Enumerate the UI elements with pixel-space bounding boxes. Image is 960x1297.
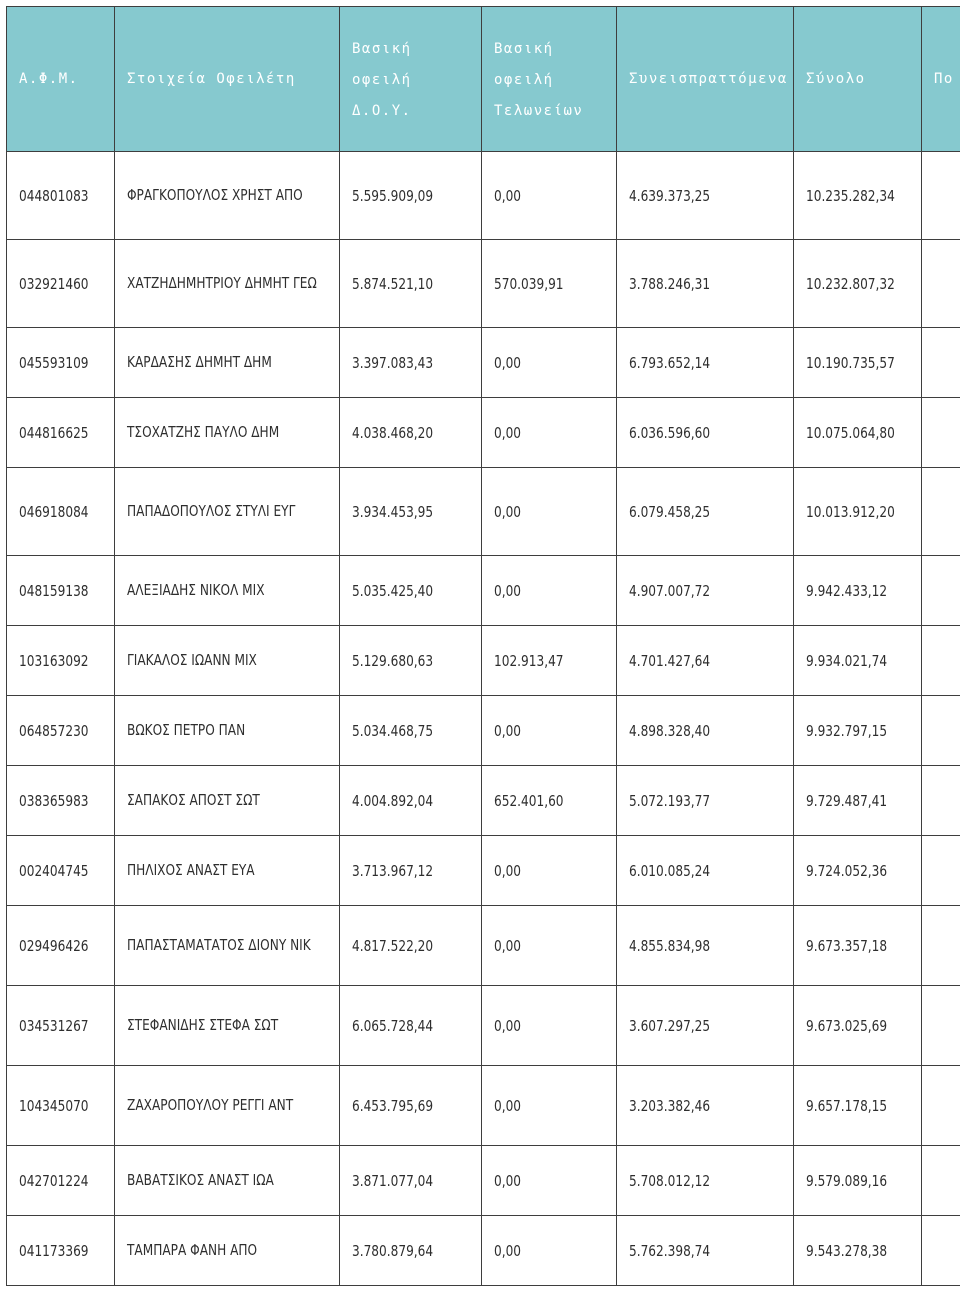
customs-debt-cell: 0,00 [482, 152, 617, 240]
afm-cell: 104345070 [7, 1066, 115, 1146]
customs-debt-cell: 102.913,47 [482, 626, 617, 696]
table-row [7, 766, 960, 836]
collected-cell: 5.762.398,74 [617, 1216, 794, 1286]
total-cell: 9.942.433,12 [794, 556, 922, 626]
debtor-name-cell: ΑΛΕΞΙΑΔΗΣ ΝΙΚΟΛ ΜΙΧ [115, 556, 340, 626]
total-cell: 9.543.278,38 [794, 1216, 922, 1286]
collected-cell: 4.701.427,64 [617, 626, 794, 696]
table-row [7, 1146, 960, 1216]
customs-debt-cell: 0,00 [482, 1146, 617, 1216]
cut-off-cell [922, 328, 960, 398]
collected-cell: 5.708.012,12 [617, 1146, 794, 1216]
table-row [7, 556, 960, 626]
debtor-name-cell: ΠΑΠΑΣΤΑΜΑΤΑΤΟΣ ΔΙΟΝΥ ΝΙΚ [115, 906, 340, 986]
table-row [7, 1066, 960, 1146]
total-cell: 9.579.089,16 [794, 1146, 922, 1216]
debtor-name-cell: ΤΣΟΧΑΤΖΗΣ ΠΑΥΛΟ ΔΗΜ [115, 398, 340, 468]
debtor-name-cell: ΤΑΜΠΑΡΑ ΦΑΝΗ ΑΠΟ [115, 1216, 340, 1286]
total-cell: 9.729.487,41 [794, 766, 922, 836]
cut-off-cell [922, 986, 960, 1066]
header-total: Σύνολο [794, 7, 922, 152]
collected-cell: 6.010.085,24 [617, 836, 794, 906]
debtor-name-cell: ΒΑΒΑΤΣΙΚΟΣ ΑΝΑΣΤ ΙΩΑ [115, 1146, 340, 1216]
header-debtor: Στοιχεία Οφειλέτη [115, 7, 340, 152]
customs-debt-cell: 0,00 [482, 906, 617, 986]
header-doy-debt: Βασική οφειλή Δ.Ο.Υ. [340, 7, 482, 152]
doy-debt-cell: 5.595.909,09 [340, 152, 482, 240]
total-cell: 9.673.357,18 [794, 906, 922, 986]
debtor-name-cell: ΒΩΚΟΣ ΠΕΤΡΟ ΠΑΝ [115, 696, 340, 766]
cut-off-cell [922, 1216, 960, 1286]
header-cut-off: Πο [922, 7, 960, 152]
collected-cell: 6.793.652,14 [617, 328, 794, 398]
cut-off-cell [922, 906, 960, 986]
debtor-name-cell: ΣΑΠΑΚΟΣ ΑΠΟΣΤ ΣΩΤ [115, 766, 340, 836]
customs-debt-cell: 0,00 [482, 1216, 617, 1286]
debtor-name-cell: ΦΡΑΓΚΟΠΟΥΛΟΣ ΧΡΗΣΤ ΑΠΟ [115, 152, 340, 240]
afm-cell: 064857230 [7, 696, 115, 766]
customs-debt-cell: 0,00 [482, 696, 617, 766]
customs-debt-cell: 0,00 [482, 986, 617, 1066]
total-cell: 10.075.064,80 [794, 398, 922, 468]
total-cell: 10.013.912,20 [794, 468, 922, 556]
table-row [7, 696, 960, 766]
table-row [7, 986, 960, 1066]
cut-off-cell [922, 152, 960, 240]
total-cell: 9.932.797,15 [794, 696, 922, 766]
collected-cell: 6.036.596,60 [617, 398, 794, 468]
cut-off-cell [922, 468, 960, 556]
total-cell: 9.724.052,36 [794, 836, 922, 906]
doy-debt-cell: 5.129.680,63 [340, 626, 482, 696]
customs-debt-cell: 652.401,60 [482, 766, 617, 836]
doy-debt-cell: 5.874.521,10 [340, 240, 482, 328]
cut-off-cell [922, 398, 960, 468]
doy-debt-cell: 4.817.522,20 [340, 906, 482, 986]
collected-cell: 4.639.373,25 [617, 152, 794, 240]
doy-debt-cell: 3.871.077,04 [340, 1146, 482, 1216]
doy-debt-cell: 6.453.795,69 [340, 1066, 482, 1146]
afm-cell: 029496426 [7, 906, 115, 986]
cut-off-cell [922, 240, 960, 328]
afm-cell: 032921460 [7, 240, 115, 328]
doy-debt-cell: 3.780.879,64 [340, 1216, 482, 1286]
doy-debt-cell: 3.713.967,12 [340, 836, 482, 906]
doy-debt-cell: 4.004.892,04 [340, 766, 482, 836]
header-afm: Α.Φ.Μ. [7, 7, 115, 152]
customs-debt-cell: 570.039,91 [482, 240, 617, 328]
customs-debt-cell: 0,00 [482, 328, 617, 398]
collected-cell: 3.203.382,46 [617, 1066, 794, 1146]
collected-cell: 4.907.007,72 [617, 556, 794, 626]
customs-debt-cell: 0,00 [482, 836, 617, 906]
header-customs-debt: Βασική οφειλή Τελωνείων [482, 7, 617, 152]
cut-off-cell [922, 1146, 960, 1216]
doy-debt-cell: 3.934.453,95 [340, 468, 482, 556]
total-cell: 10.235.282,34 [794, 152, 922, 240]
cut-off-cell [922, 1066, 960, 1146]
debtor-name-cell: ΠΗΛΙΧΟΣ ΑΝΑΣΤ ΕΥΑ [115, 836, 340, 906]
cut-off-cell [922, 626, 960, 696]
customs-debt-cell: 0,00 [482, 398, 617, 468]
afm-cell: 044801083 [7, 152, 115, 240]
afm-cell: 103163092 [7, 626, 115, 696]
total-cell: 10.190.735,57 [794, 328, 922, 398]
debtors-table [6, 6, 960, 1286]
cut-off-cell [922, 836, 960, 906]
afm-cell: 045593109 [7, 328, 115, 398]
header-collected: Συνεισπραττόμενα [617, 7, 794, 152]
cut-off-cell [922, 766, 960, 836]
afm-cell: 002404745 [7, 836, 115, 906]
afm-cell: 042701224 [7, 1146, 115, 1216]
doy-debt-cell: 5.035.425,40 [340, 556, 482, 626]
table-row [7, 240, 960, 328]
table-body [7, 152, 960, 1286]
doy-debt-cell: 5.034.468,75 [340, 696, 482, 766]
collected-cell: 4.898.328,40 [617, 696, 794, 766]
doy-debt-cell: 6.065.728,44 [340, 986, 482, 1066]
afm-cell: 048159138 [7, 556, 115, 626]
doy-debt-cell: 3.397.083,43 [340, 328, 482, 398]
debtor-name-cell: ΚΑΡΔΑΣΗΣ ΔΗΜΗΤ ΔΗΜ [115, 328, 340, 398]
debtor-name-cell: ΠΑΠΑΔΟΠΟΥΛΟΣ ΣΤΥΛΙ ΕΥΓ [115, 468, 340, 556]
customs-debt-cell: 0,00 [482, 1066, 617, 1146]
table-row [7, 468, 960, 556]
total-cell: 9.934.021,74 [794, 626, 922, 696]
table-row [7, 836, 960, 906]
afm-cell: 044816625 [7, 398, 115, 468]
cut-off-cell [922, 696, 960, 766]
collected-cell: 4.855.834,98 [617, 906, 794, 986]
afm-cell: 046918084 [7, 468, 115, 556]
doy-debt-cell: 4.038.468,20 [340, 398, 482, 468]
table-row [7, 398, 960, 468]
customs-debt-cell: 0,00 [482, 468, 617, 556]
table-row [7, 906, 960, 986]
cut-off-cell [922, 556, 960, 626]
collected-cell: 3.788.246,31 [617, 240, 794, 328]
debtor-name-cell: ΖΑΧΑΡΟΠΟΥΛΟΥ ΡΕΓΓΙ ΑΝΤ [115, 1066, 340, 1146]
debtor-name-cell: ΓΙΑΚΑΛΟΣ ΙΩΑΝΝ ΜΙΧ [115, 626, 340, 696]
header-row [7, 7, 960, 152]
afm-cell: 041173369 [7, 1216, 115, 1286]
table-row [7, 328, 960, 398]
table-row [7, 152, 960, 240]
afm-cell: 038365983 [7, 766, 115, 836]
table-row [7, 1216, 960, 1286]
total-cell: 9.657.178,15 [794, 1066, 922, 1146]
table-row [7, 626, 960, 696]
debtor-name-cell: ΧΑΤΖΗΔΗΜΗΤΡΙΟΥ ΔΗΜΗΤ ΓΕΩ [115, 240, 340, 328]
collected-cell: 6.079.458,25 [617, 468, 794, 556]
collected-cell: 5.072.193,77 [617, 766, 794, 836]
collected-cell: 3.607.297,25 [617, 986, 794, 1066]
afm-cell: 034531267 [7, 986, 115, 1066]
total-cell: 10.232.807,32 [794, 240, 922, 328]
total-cell: 9.673.025,69 [794, 986, 922, 1066]
debtor-name-cell: ΣΤΕΦΑΝΙΔΗΣ ΣΤΕΦΑ ΣΩΤ [115, 986, 340, 1066]
customs-debt-cell: 0,00 [482, 556, 617, 626]
